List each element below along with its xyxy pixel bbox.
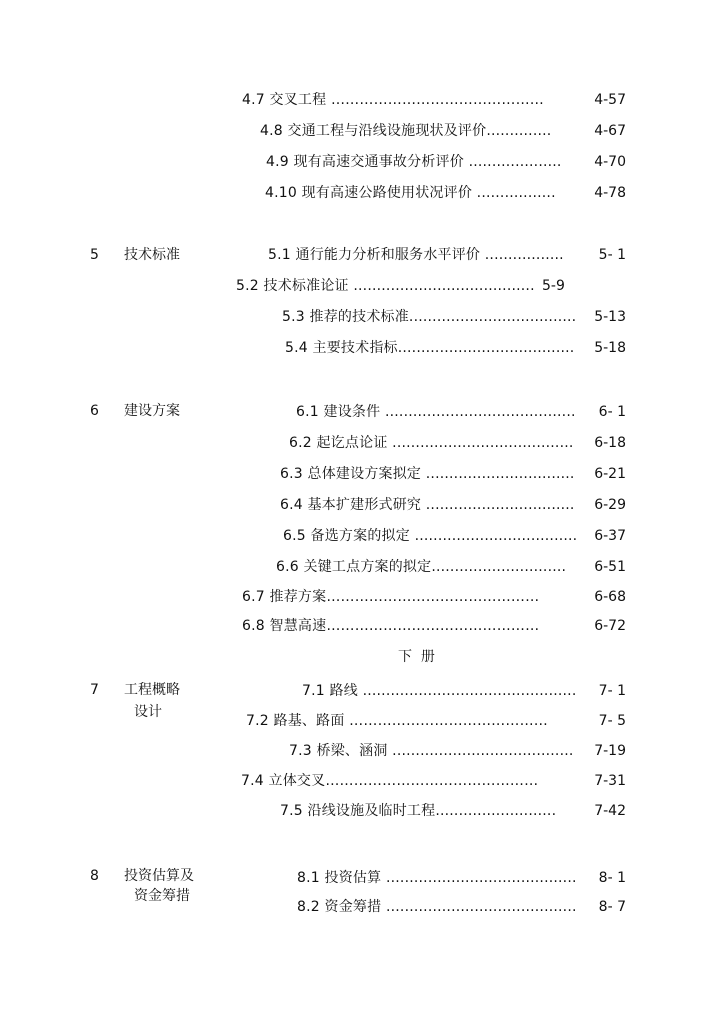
toc-entry-6-4: 6.4 基本扩建形式研究 ................................ [280, 497, 575, 513]
toc-entry-6-1: 6.1 建设条件 ......................................... [296, 404, 576, 420]
toc-page-7-3: 7-19 [594, 743, 626, 759]
chapter-6-number: 6 [90, 403, 99, 419]
toc-page-8-1: 8- 1 [598, 870, 626, 886]
toc-entry-7-2: 7.2 路基、路面 …………………………………… [246, 713, 548, 729]
toc-page-7-2: 7- 5 [598, 713, 626, 729]
toc-page-4-10: 4-78 [594, 185, 626, 201]
toc-entry-4-9: 4.9 现有高速交通事故分析评价 .................... [266, 154, 562, 170]
toc-entry-7-1: 7.1 路线 .............................................. [302, 683, 577, 699]
chapter-8-title-line2: 资金筹措 [134, 888, 190, 904]
toc-entry-5-4: 5.4 主要技术指标...................................... [285, 340, 575, 356]
toc-page-7-5: 7-42 [594, 803, 626, 819]
chapter-5-title: 技术标准 [124, 247, 180, 263]
toc-entry-6-3: 6.3 总体建设方案拟定 ................................ [280, 466, 575, 482]
toc-entry-6-5: 6.5 备选方案的拟定 ................................... [283, 528, 578, 544]
toc-entry-4-10: 4.10 现有高速公路使用状况评价 ................. [265, 185, 556, 201]
toc-page-5-4: 5-18 [594, 340, 626, 356]
toc-page-5-3: 5-13 [594, 309, 626, 325]
toc-page-6-6: 6-51 [594, 559, 626, 575]
toc-page-7-4: 7-31 [594, 773, 626, 789]
toc-entry-4-7: 4.7 交叉工程 ……………………………………… [242, 92, 544, 108]
toc-entry-4-8: 4.8 交通工程与沿线设施现状及评价.............. [260, 123, 552, 139]
toc-entry-5-2: 5.2 技术标准论证 ....................................... [236, 278, 535, 294]
toc-entry-7-3: 7.3 桥梁、涵洞 ....................................... [289, 743, 574, 759]
toc-page-6-2: 6-18 [594, 435, 626, 451]
toc-page-6-8: 6-72 [594, 618, 626, 634]
toc-entry-5-3: 5.3 推荐的技术标准.................................... [282, 309, 577, 325]
volume-heading: 下 册 [398, 649, 435, 665]
toc-page-4-9: 4-70 [594, 154, 626, 170]
toc-entry-6-6: 6.6 关键工点方案的拟定............................. [276, 559, 567, 575]
toc-page-6-1: 6- 1 [598, 404, 626, 420]
toc-page-6-7: 6-68 [594, 589, 626, 605]
chapter-7-title-line2: 设计 [134, 704, 162, 720]
chapter-8-title: 投资估算及 [124, 868, 194, 884]
toc-entry-6-2: 6.2 起讫点论证 ....................................... [289, 435, 574, 451]
chapter-7-number: 7 [90, 682, 99, 698]
toc-page-6-5: 6-37 [594, 528, 626, 544]
toc-entry-7-4: 7.4 立体交叉……………………………………… [241, 773, 539, 789]
toc-page-4-8: 4-67 [594, 123, 626, 139]
toc-page-6-3: 6-21 [594, 466, 626, 482]
toc-entry-8-1: 8.1 投资估算 ......................................... [297, 870, 577, 886]
toc-page-8-2: 8- 7 [598, 899, 626, 915]
toc-page-4-7: 4-57 [594, 92, 626, 108]
toc-page-7-1: 7- 1 [598, 683, 626, 699]
chapter-7-title: 工程概略 [124, 682, 180, 698]
toc-entry-5-1: 5.1 通行能力分析和服务水平评价 ................. [268, 247, 564, 263]
toc-entry-6-7: 6.7 推荐方案……………………………………… [242, 589, 540, 605]
toc-page-6-4: 6-29 [594, 497, 626, 513]
toc-page-5-1: 5- 1 [598, 247, 626, 263]
toc-entry-7-5: 7.5 沿线设施及临时工程.......................... [280, 803, 557, 819]
toc-page-5-2: 5-9 [542, 278, 565, 294]
chapter-5-number: 5 [90, 247, 99, 263]
chapter-6-title: 建设方案 [124, 403, 180, 419]
chapter-8-number: 8 [90, 868, 99, 884]
toc-entry-6-8: 6.8 智慧高速……………………………………… [242, 618, 540, 634]
toc-entry-8-2: 8.2 资金筹措 ......................................... [297, 899, 577, 915]
